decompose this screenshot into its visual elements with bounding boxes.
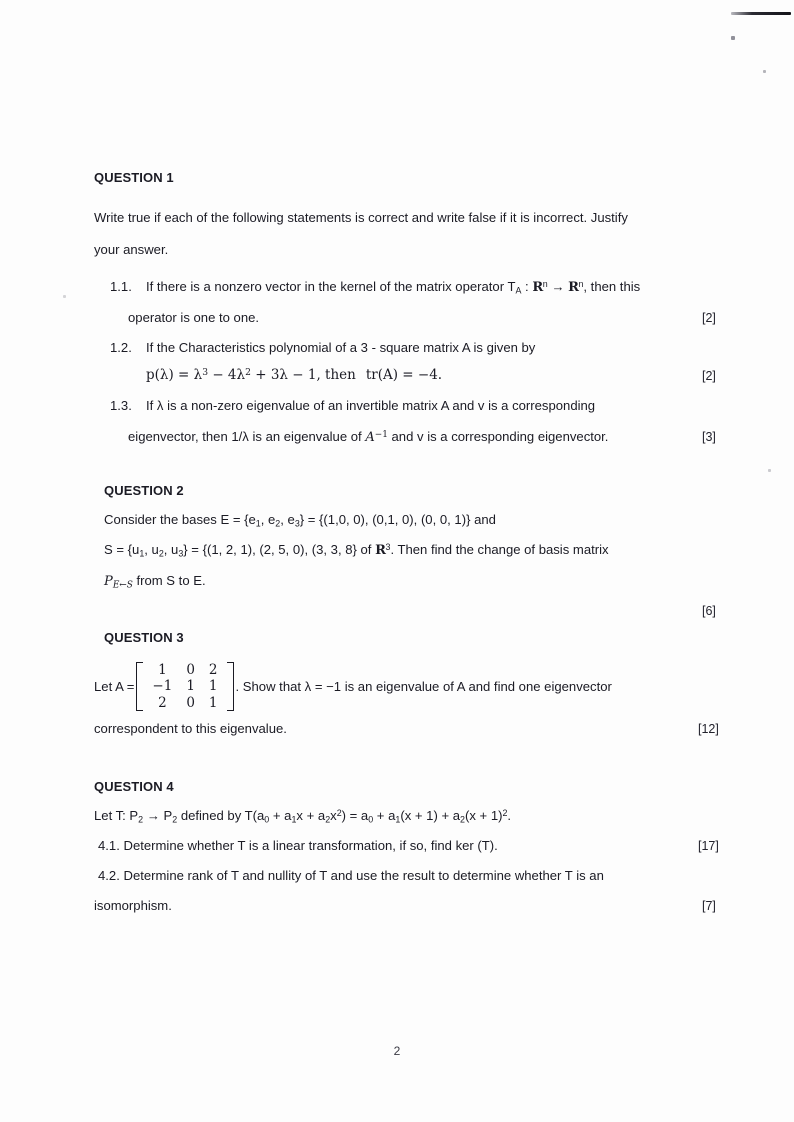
q2-text-b: , e bbox=[260, 512, 276, 527]
question-2-line-3 bbox=[104, 573, 206, 591]
question-3-heading: QUESTION 3 bbox=[104, 630, 184, 645]
item-1-2-mark: [2] bbox=[702, 369, 716, 383]
matrix-a bbox=[136, 662, 233, 711]
question-3-line-2: correspondent to this eigenvalue. bbox=[94, 721, 287, 736]
change-of-basis-symbol: P bbox=[104, 574, 113, 589]
q2-text-d: } = {(1,0, 0), (0,1, 0), (0, 0, 1)} and bbox=[299, 512, 496, 527]
q4-def-c: defined by T(a bbox=[177, 808, 265, 823]
matrix-cell: 1 bbox=[208, 694, 218, 711]
q4-def-e: x + a bbox=[296, 808, 326, 823]
real-numbers-exponent-2: n bbox=[578, 279, 584, 289]
item-1-1-arrow: → bbox=[547, 279, 569, 294]
question-2-line-2 bbox=[104, 543, 609, 557]
matrix-row bbox=[145, 678, 224, 694]
scan-speck bbox=[768, 469, 771, 472]
matrix-cell: 0 bbox=[186, 694, 195, 711]
item-1-3-line-2 bbox=[128, 430, 608, 444]
q4-a0-subscript: 0 bbox=[264, 814, 270, 825]
scan-speck bbox=[763, 70, 766, 73]
real-numbers-exponent-3: 3 bbox=[385, 542, 391, 552]
item-4-1-mark: [17] bbox=[698, 839, 719, 853]
matrix-row bbox=[145, 695, 224, 711]
q3-lead-text: Let A = bbox=[94, 679, 135, 695]
q4-def-f: x bbox=[330, 808, 337, 823]
item-4-1-text: Determine whether T is a linear transformation, if so, find ker (T). bbox=[123, 838, 498, 853]
q4-def-k: . bbox=[507, 808, 512, 823]
q4-p-subscript-1: 2 bbox=[138, 814, 144, 825]
q4-def-i: (x + 1) + a bbox=[400, 808, 461, 823]
item-1-1-line-1 bbox=[146, 280, 640, 294]
item-4-2-mark: [7] bbox=[702, 899, 716, 913]
item-1-3-text-b: and v is a corresponding eigenvector. bbox=[387, 429, 609, 444]
change-of-basis-subscript: E←S bbox=[112, 580, 133, 591]
question-2-line-1 bbox=[104, 512, 496, 529]
question-4-definition bbox=[94, 808, 512, 825]
q4-x-exponent-1: 2 bbox=[336, 808, 342, 818]
item-1-1-text-a: If there is a nonzero vector in the kernel of the matrix operator T bbox=[146, 279, 516, 294]
scan-speck bbox=[63, 295, 66, 298]
item-1-1-text-c: , then this bbox=[583, 279, 641, 294]
matrix-cell: 2 bbox=[158, 694, 167, 711]
q4-def-j: (x + 1) bbox=[464, 808, 503, 823]
real-numbers-symbol-3: R bbox=[375, 543, 386, 558]
matrix-cell: 2 bbox=[208, 662, 218, 678]
q4-def-a: Let T: P bbox=[94, 808, 139, 823]
item-4-2-line-1 bbox=[98, 869, 604, 882]
q4-def-b: → P bbox=[143, 808, 173, 823]
q2-u1-subscript: 1 bbox=[139, 548, 145, 559]
matrix-a-symbol: A bbox=[365, 430, 375, 445]
scan-edge-artifact bbox=[731, 12, 791, 15]
q2-s-text-d: } = {(1, 2, 1), (2, 5, 0), (3, 3, 8} of bbox=[183, 542, 376, 557]
item-1-1-number: 1.1. bbox=[110, 279, 132, 294]
item-1-1-mark: [2] bbox=[702, 311, 716, 325]
q2-u3-subscript: 3 bbox=[178, 548, 184, 559]
q2-e2-subscript: 2 bbox=[275, 518, 281, 529]
question-1-intro-line-1: Write true if each of the following statements is correct and write false if it is incorrect. Justify bbox=[94, 210, 628, 225]
formula-mid-1-exponent: 2 bbox=[245, 366, 251, 378]
q4-x-exponent-2: 2 bbox=[502, 808, 508, 818]
q3-after-matrix-text: . Show that λ = −1 is an eigenvalue of A and find one eigenvector bbox=[235, 679, 612, 695]
question-1-heading: QUESTION 1 bbox=[94, 170, 174, 185]
question-2-mark: [6] bbox=[702, 604, 716, 618]
item-1-3-mark: [3] bbox=[702, 430, 716, 444]
page-number: 2 bbox=[393, 1044, 401, 1058]
q2-e1-subscript: 1 bbox=[255, 518, 261, 529]
q4-def-d: + a bbox=[269, 808, 292, 823]
real-numbers-symbol-2: R bbox=[568, 280, 579, 295]
matrix-cell: 0 bbox=[186, 662, 195, 678]
item-1-2-number: 1.2. bbox=[110, 340, 132, 355]
item-1-2-formula bbox=[146, 366, 443, 383]
real-numbers-symbol-1: R bbox=[532, 280, 543, 295]
item-4-2-text: Determine rank of T and nullity of T and use the result to determine whether T is an bbox=[123, 868, 604, 883]
question-3-matrix-line bbox=[94, 662, 612, 711]
item-4-1 bbox=[98, 839, 498, 852]
q4-a1-subscript-2: 1 bbox=[395, 814, 401, 825]
q2-u2-subscript: 2 bbox=[158, 548, 164, 559]
formula-mid-2: + 3λ − 1, then bbox=[250, 367, 356, 383]
item-1-3-line-1: If λ is a non-zero eigenvalue of an invertible matrix A and v is a corresponding bbox=[146, 398, 596, 413]
q4-def-g: ) = a bbox=[341, 808, 369, 823]
item-1-2-line-1: If the Characteristics polynomial of a 3 - square matrix A is given by bbox=[146, 340, 536, 355]
formula-mid-1: − 4λ bbox=[208, 367, 246, 383]
item-4-1-number: 4.1. bbox=[98, 838, 120, 853]
q4-a1-subscript: 1 bbox=[291, 814, 297, 825]
q2-e3-subscript: 3 bbox=[294, 518, 300, 529]
matrix-a-table bbox=[145, 662, 224, 711]
q4-p-subscript-2: 2 bbox=[172, 814, 178, 825]
q2-s-text-a: S = {u bbox=[104, 542, 140, 557]
matrix-a-inverse-exponent: −1 bbox=[374, 430, 388, 440]
item-1-1-operator-subscript: A bbox=[515, 285, 522, 296]
matrix-cell: 1 bbox=[208, 678, 218, 695]
q2-s-text-b: , u bbox=[144, 542, 159, 557]
q2-text-a: Consider the bases E = {e bbox=[104, 512, 256, 527]
item-1-1-text-b: : bbox=[521, 279, 533, 294]
q4-a2-subscript: 2 bbox=[325, 814, 331, 825]
q4-a0-subscript-2: 0 bbox=[368, 814, 374, 825]
q2-s-text-e: . Then find the change of basis matrix bbox=[390, 542, 609, 557]
formula-lhs: p(λ) = λ bbox=[146, 367, 203, 383]
q4-a2-subscript-2: 2 bbox=[460, 814, 465, 825]
question-1-intro-line-2: your answer. bbox=[94, 242, 169, 257]
formula-lhs-exponent: 3 bbox=[202, 366, 209, 378]
item-4-2-line-2: isomorphism. bbox=[94, 898, 172, 913]
q4-def-h: + a bbox=[373, 808, 396, 823]
question-2-heading: QUESTION 2 bbox=[104, 483, 184, 498]
q2-s-text-c: , u bbox=[163, 542, 179, 557]
item-1-3-text-a: eigenvector, then 1/λ is an eigenvalue of bbox=[128, 429, 366, 444]
item-4-2-number: 4.2. bbox=[98, 868, 120, 883]
item-1-1-line-2: operator is one to one. bbox=[128, 310, 260, 325]
question-4-heading: QUESTION 4 bbox=[94, 779, 174, 794]
real-numbers-exponent-1: n bbox=[542, 279, 548, 289]
matrix-cell: 1 bbox=[158, 662, 167, 678]
matrix-row bbox=[145, 662, 224, 678]
item-1-3-number: 1.3. bbox=[110, 398, 132, 413]
q2-line3-rest: from S to E. bbox=[132, 573, 206, 588]
matrix-cell: −1 bbox=[152, 678, 173, 695]
question-3-mark: [12] bbox=[698, 722, 719, 736]
scan-speck bbox=[731, 36, 735, 40]
formula-rhs: tr(A) = −4. bbox=[365, 367, 443, 383]
matrix-cell: 1 bbox=[186, 678, 195, 695]
q2-text-c: , e bbox=[280, 512, 295, 527]
